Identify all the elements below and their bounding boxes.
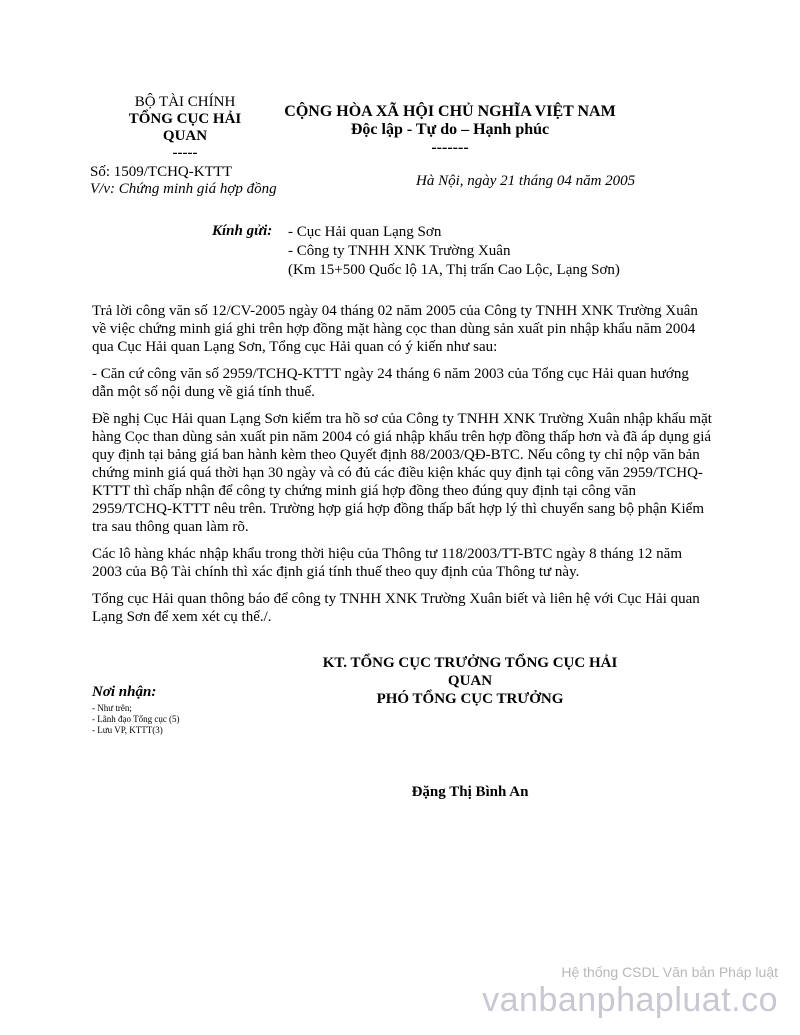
signature-title: PHÓ TỔNG CỤC TRƯỞNG bbox=[376, 691, 564, 707]
signature-authority-line2: QUAN bbox=[447, 673, 493, 689]
distribution-list bbox=[92, 703, 180, 736]
document-number: Số: 1509/TCHQ-KTTT bbox=[90, 164, 233, 180]
site-watermark bbox=[482, 964, 778, 1020]
recipients-list bbox=[288, 223, 620, 280]
header-right-separator: ------- bbox=[431, 139, 469, 156]
recipient-item: - Cục Hải quan Lạng Sơn bbox=[288, 224, 442, 240]
ministry-name: BỘ TÀI CHÍNH bbox=[134, 94, 236, 110]
department-name-line1: TỔNG CỤC HẢI bbox=[128, 111, 242, 127]
body-paragraph: - Căn cứ công văn số 2959/TCHQ-KTTT ngày 24 tháng 6 năm 2003 của Tổng cục Hải quan hướng dẫn một số nội dung về giá tính thuế. bbox=[92, 366, 689, 400]
recipient-item: - Công ty TNHH XNK Trường Xuân bbox=[288, 243, 511, 259]
document-subject: V/v: Chứng minh giá hợp đồng bbox=[90, 181, 277, 197]
distribution-item: - Lãnh đạo Tổng cục (5) bbox=[92, 714, 180, 724]
recipient-address: (Km 15+500 Quốc lộ 1A, Thị trấn Cao Lộc, Lạng Sơn) bbox=[288, 262, 620, 278]
distribution-item: - Như trên; bbox=[92, 703, 132, 713]
body-paragraph: Các lô hàng khác nhập khẩu trong thời hiệu của Thông tư 118/2003/TT-BTC ngày 8 tháng 12 năm 2003 của Bộ Tài chính thì xác định giá tính thuế theo quy định của Thông tư này. bbox=[92, 546, 682, 580]
signature-authority-block bbox=[300, 654, 640, 708]
signature-authority-line1: KT. TỔNG CỤC TRƯỞNG TỔNG CỤC HẢI bbox=[322, 655, 618, 671]
issuing-agency-block bbox=[90, 94, 280, 198]
body-paragraph: Tổng cục Hải quan thông báo để công ty TNHH XNK Trường Xuân biết và liên hệ với Cục Hải quan Lạng Sơn để xem xét cụ thể./. bbox=[92, 591, 700, 625]
distribution-item: - Lưu VP, KTTT(3) bbox=[92, 725, 163, 735]
header-left-separator: ----- bbox=[172, 145, 198, 161]
document-body bbox=[92, 302, 712, 635]
recipients-label: Kính gửi: bbox=[212, 223, 273, 239]
republic-title: CỘNG HÒA XÃ HỘI CHỦ NGHĨA VIỆT NAM bbox=[284, 103, 616, 120]
body-paragraph: Đề nghị Cục Hải quan Lạng Sơn kiểm tra hồ sơ của Công ty TNHH XNK Trường Xuân nhập khẩu mặt hàng Cọc than dùng sản xuất pin năm 2004 có giá nhập khẩu trên hợp đồng thấp hơn và đã áp dụng giá quy định tại bảng giá ban hành kèm theo Quyết định 88/2003/QĐ-BTC. Nếu công ty chỉ nộp văn bản chứng minh giá quá thời hạn 30 ngày và có đủ các điều kiện khác quy định tại công văn 2959/TCHQ-KTTT thì chấp nhận để công ty chứng minh giá hợp đồng theo đúng quy định tại công văn 2959/TCHQ-KTTT nêu trên. Trường hợp giá hợp đồng thấp bất hợp lý thì chuyển sang bộ phận Kiểm tra sau thông quan làm rõ. bbox=[92, 411, 712, 535]
distribution-block bbox=[92, 683, 180, 736]
watermark-line2: vanbanphapluat.co bbox=[482, 981, 778, 1019]
national-header-block bbox=[270, 103, 630, 157]
watermark-line1: Hệ thống CSDL Văn bản Pháp luật bbox=[561, 964, 778, 980]
signer-name: Đặng Thị Bình An bbox=[411, 784, 529, 800]
distribution-title: Nơi nhận: bbox=[92, 684, 157, 700]
department-name-line2: QUAN bbox=[162, 128, 208, 144]
national-motto: Độc lập - Tự do – Hạnh phúc bbox=[350, 121, 550, 138]
place-and-date: Hà Nội, ngày 21 tháng 04 năm 2005 bbox=[416, 173, 636, 189]
body-paragraph: Trả lời công văn số 12/CV-2005 ngày 04 tháng 02 năm 2005 của Công ty TNHH XNK Trường Xuân về việc chứng minh giá ghi trên hợp đồng mặt hàng cọc than dùng sản xuất pin nhập khẩu năm 2004 qua Cục Hải quan Lạng Sơn, Tổng cục Hải quan có ý kiến như sau: bbox=[92, 303, 698, 355]
